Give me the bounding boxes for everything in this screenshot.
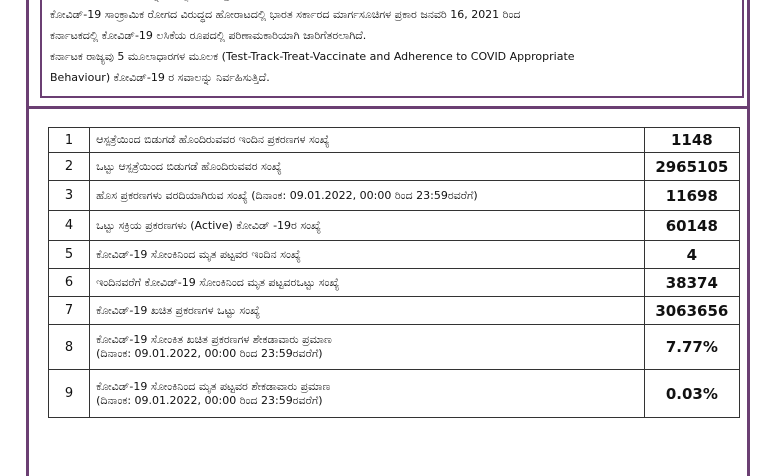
- row-number: 5: [49, 241, 90, 269]
- table-row: [49, 181, 740, 211]
- notice-line-3: ಕರ್ನಾಟಕ ರಾಜ್ಯವು 5 ಮೂಲಾಧಾರಗಳ ಮೂಲಕ (Test-Track-Treat-Vaccinate and Adherence to COVID Appropriate: [50, 50, 575, 63]
- row-description: ಆಸ್ಪತ್ರೆಯಿಂದ ಬಿಡುಗಡೆ ಹೊಂದಿರುವವರ ಇಂದಿನ ಪ್ರಕರಣಗಳ ಸಂಖ್ಯೆ: [90, 128, 645, 153]
- table-row: [49, 325, 740, 370]
- table-row: [49, 211, 740, 241]
- row-description: [90, 370, 645, 418]
- row-description-date: (ದಿನಾಂಕ: 09.01.2022, 00:00 ರಿಂದ 23:59ರವರೆಗೆ): [96, 347, 323, 360]
- notice-box: [40, 0, 744, 98]
- row-description: ಕೋವಿಡ್-19 ಸೋಂಕಿನಿಂದ ಮೃತ ಪಟ್ಟವರ ಇಂದಿನ ಸಂಖ್ಯೆ: [90, 241, 645, 269]
- row-value: 60148: [644, 211, 739, 241]
- notice-line-2: ಕರ್ನಾಟಕದಲ್ಲಿ ಕೋವಿಡ್-19 ಲಸಿಕೆಯ ರೂಪದಲ್ಲಿ ಪರಿಣಾಮಕಾರಿಯಾಗಿ ಜಾರಿಗೆತರಲಾಗಿದೆ.: [50, 29, 367, 42]
- row-number: 2: [49, 153, 90, 181]
- row-description-main: ಕೋವಿಡ್-19 ಸೋಂಕಿನಿಂದ ಮೃತ ಪಟ್ಟವರ ಶೇಕಡಾವಾರು ಪ್ರಮಾಣ: [96, 379, 331, 393]
- table-row: [49, 370, 740, 418]
- row-description-main: ಕೋವಿಡ್-19 ಸೋಂಕಿತ ಖಚಿತ ಪ್ರಕರಣಗಳ ಶೇಕಡಾವಾರು ಪ್ರಮಾಣ: [96, 333, 332, 346]
- row-value: 0.03%: [644, 370, 739, 418]
- table-row: [49, 153, 740, 181]
- row-number: 6: [49, 269, 90, 297]
- section-divider: [26, 106, 750, 109]
- row-value: 7.77%: [644, 325, 739, 370]
- row-description: [90, 325, 645, 370]
- row-value: 11698: [644, 181, 739, 211]
- table-row: [49, 297, 740, 325]
- row-description: ಒಟ್ಟು ಆಸ್ಪತ್ರೆಯಿಂದ ಬಿಡುಗಡೆ ಹೊಂದಿರುವವರ ಸಂಖ್ಯೆ: [90, 153, 645, 181]
- row-description: ಕೋವಿಡ್-19 ಖಚಿತ ಪ್ರಕರಣಗಳ ಒಟ್ಟು ಸಂಖ್ಯೆ: [90, 297, 645, 325]
- covid-stats-table: [48, 127, 740, 418]
- table-row: [49, 241, 740, 269]
- row-value: 4: [644, 241, 739, 269]
- row-value: 2965105: [644, 153, 739, 181]
- row-value: 1148: [644, 128, 739, 153]
- row-number: 4: [49, 211, 90, 241]
- row-description-date: (ದಿನಾಂಕ: 09.01.2022, 00:00 ರಿಂದ 23:59ರವರೆಗೆ): [96, 393, 323, 407]
- row-number: 9: [49, 370, 90, 418]
- row-number: 1: [49, 128, 90, 153]
- row-number: 3: [49, 181, 90, 211]
- row-value: 38374: [644, 269, 739, 297]
- row-value: 3063656: [644, 297, 739, 325]
- row-description: ಇಂದಿನವರೆಗೆ ಕೋವಿಡ್-19 ಸೋಂಕಿನಿಂದ ಮೃತ ಪಟ್ಟವರಒಟ್ಟು ಸಂಖ್ಯೆ: [90, 269, 645, 297]
- row-number: 7: [49, 297, 90, 325]
- notice-line-1: ಕೋವಿಡ್-19 ಸಾಂಕ್ರಾಮಿಕ ರೋಗದ ವಿರುದ್ಧದ ಹೋರಾಟದಲ್ಲಿ ಭಾರತ ಸರ್ಕಾರದ ಮಾರ್ಗಸೂಚಿಗಳ ಪ್ರಕಾರ ಜನವರಿ 16, 2021 ರಿಂದ: [50, 8, 521, 21]
- row-description: ಒಟ್ಟು ಸಕ್ರಿಯ ಪ್ರಕರಣಗಳು (Active) ಕೋವಿಡ್ -19ರ ಸಂಖ್ಯೆ: [90, 211, 645, 241]
- notice-line-4: Behaviour) ಕೋವಿಡ್-19 ರ ಸವಾಲನ್ನು ನಿರ್ವಹಿಸುತ್ತಿದೆ.: [50, 71, 270, 84]
- table-row: [49, 269, 740, 297]
- row-description: ಹೊಸ ಪ್ರಕರಣಗಳು ವರದಿಯಾಗಿರುವ ಸಂಖ್ಯೆ (ದಿನಾಂಕ: 09.01.2022, 00:00 ರಿಂದ 23:59ರವರೆಗೆ): [90, 181, 645, 211]
- table-row: [49, 128, 740, 153]
- row-number: 8: [49, 325, 90, 370]
